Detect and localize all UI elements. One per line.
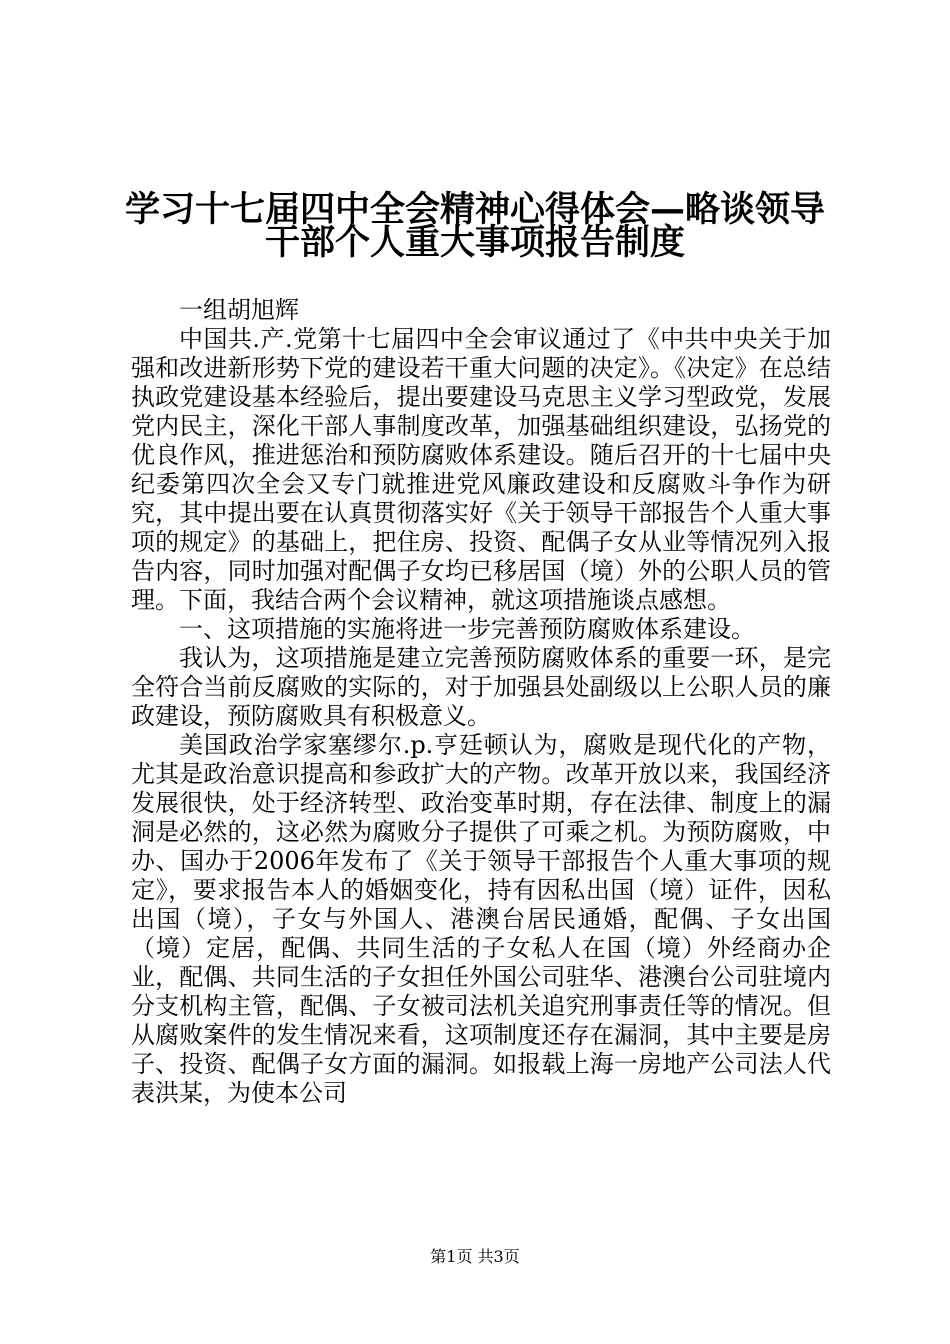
paragraph-analysis: 美国政治学家塞缪尔.p.亨廷顿认为，腐败是现代化的产物，尤其是政治意识提高和参政扩大的产物。改革开放以来，我国经济发展很快，处于经济转型、政治变革时期，存在法律、制度上的漏洞是必然的，这必然为腐败分子提供了可乘之机。为预防腐败，中办、国办于2006年发布了《关于领导干部报告个人重大事项的规定》，要求报告本人的婚姻变化，持有因私出国（境）证件，因私出国（境），子女与外国人、港澳台居民通婚，配偶、子女出国（境）定居，配偶、共同生活的子女私人在国（境）外经商办企业，配偶、共同生活的子女担任外国公司驻华、港澳台公司驻境内分支机构主管，配偶、子女被司法机关追究刑事责任等的情况。但从腐败案件的发生情况来看，这项制度还存在漏洞，其中主要是房子、投资、配偶子女方面的漏洞。如报载上海一房地产公司法人代表洪某，为使本公司 [131, 731, 831, 1107]
document-title-line-1: 学习十七届四中全会精神心得体会—略谈领导 [124, 190, 825, 230]
document-body [131, 296, 831, 1108]
paragraph-intro: 中国共.产.党第十七届四中全会审议通过了《中共中央关于加强和改进新形势下党的建设若干重大问题的决定》。《决定》在总结执政党建设基本经验后，提出要建设马克思主义学习型政党，发展党内民主，深化干部人事制度改革，加强基础组织建设，弘扬党的优良作风，推进惩治和预防腐败体系建设。随后召开的十七届中央纪委第四次全会又专门就推进党风廉政建设和反腐败斗争作为研究，其中提出要在认真贯彻落实好《关于领导干部报告个人重大事项的规定》的基础上，把住房、投资、配偶子女从业等情况列入报告内容，同时加强对配偶子女均已移居国（境）外的公职人员的管理。下面，我结合两个会议精神，就这项措施谈点感想。 [131, 325, 831, 614]
page-number-footer: 第1页 共3页 [430, 1247, 520, 1266]
document-title-line-2: 干部个人重大事项报告制度 [264, 223, 685, 263]
section-heading-1: 一、这项措施的实施将进一步完善预防腐败体系建设。 [179, 615, 755, 643]
author-line: 一组胡旭辉 [179, 296, 299, 324]
paragraph-opinion: 我认为，这项措施是建立完善预防腐败体系的重要一环，是完全符合当前反腐败的实际的，对于加强县处副级以上公职人员的廉政建设，预防腐败具有积极意义。 [131, 644, 831, 730]
